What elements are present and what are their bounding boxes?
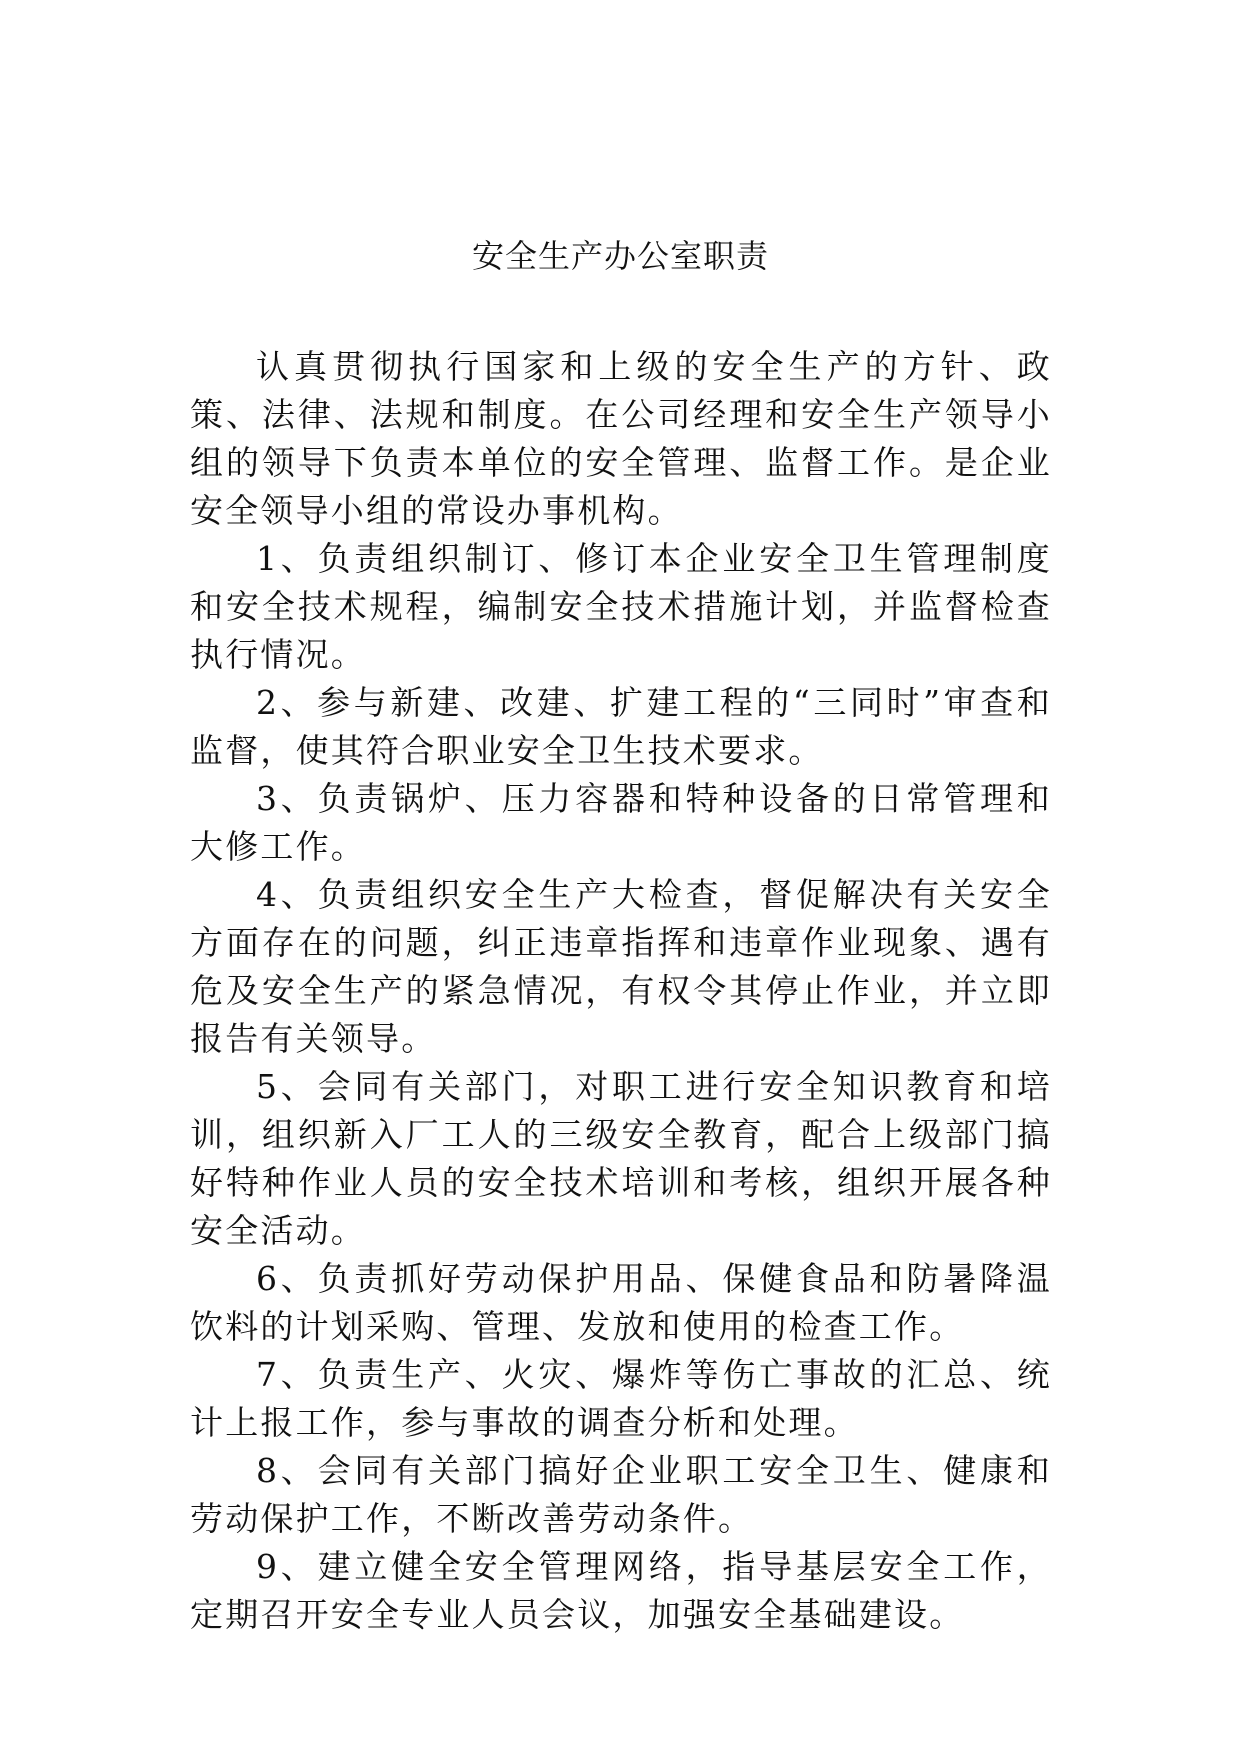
duty-item-8: 8、会同有关部门搞好企业职工安全卫生、健康和劳动保护工作，不断改善劳动条件。 (190, 1451, 1052, 1538)
duty-item-5: 5、会同有关部门，对职工进行安全知识教育和培训，组织新入厂工人的三级安全教育，配合上级部门搞好特种作业人员的安全技术培训和考核，组织开展各种安全活动。 (190, 1067, 1052, 1250)
document-body (190, 343, 1052, 1639)
duty-item-7: 7、负责生产、火灾、爆炸等伤亡事故的汇总、统计上报工作，参与事故的调查分析和处理。 (190, 1355, 1052, 1442)
duty-item-4: 4、负责组织安全生产大检查，督促解决有关安全方面存在的问题，纠正违章指挥和违章作业现象、遇有危及安全生产的紧急情况，有权令其停止作业，并立即报告有关领导。 (190, 875, 1052, 1058)
intro-paragraph: 认真贯彻执行国家和上级的安全生产的方针、政策、法律、法规和制度。在公司经理和安全生产领导小组的领导下负责本单位的安全管理、监督工作。是企业安全领导小组的常设办事机构。 (190, 347, 1052, 530)
document-title: 安全生产办公室职责 (471, 237, 769, 275)
duty-item-3: 3、负责锅炉、压力容器和特种设备的日常管理和大修工作。 (190, 779, 1052, 866)
duty-item-1: 1、负责组织制订、修订本企业安全卫生管理制度和安全技术规程，编制安全技术措施计划，并监督检查执行情况。 (190, 539, 1052, 674)
duty-item-2: 2、参与新建、改建、扩建工程的“三同时”审查和监督，使其符合职业安全卫生技术要求。 (190, 683, 1052, 770)
duty-item-6: 6、负责抓好劳动保护用品、保健食品和防暑降温饮料的计划采购、管理、发放和使用的检查工作。 (190, 1259, 1052, 1346)
duty-item-9: 9、建立健全安全管理网络，指导基层安全工作，定期召开安全专业人员会议，加强安全基础建设。 (190, 1547, 1052, 1634)
